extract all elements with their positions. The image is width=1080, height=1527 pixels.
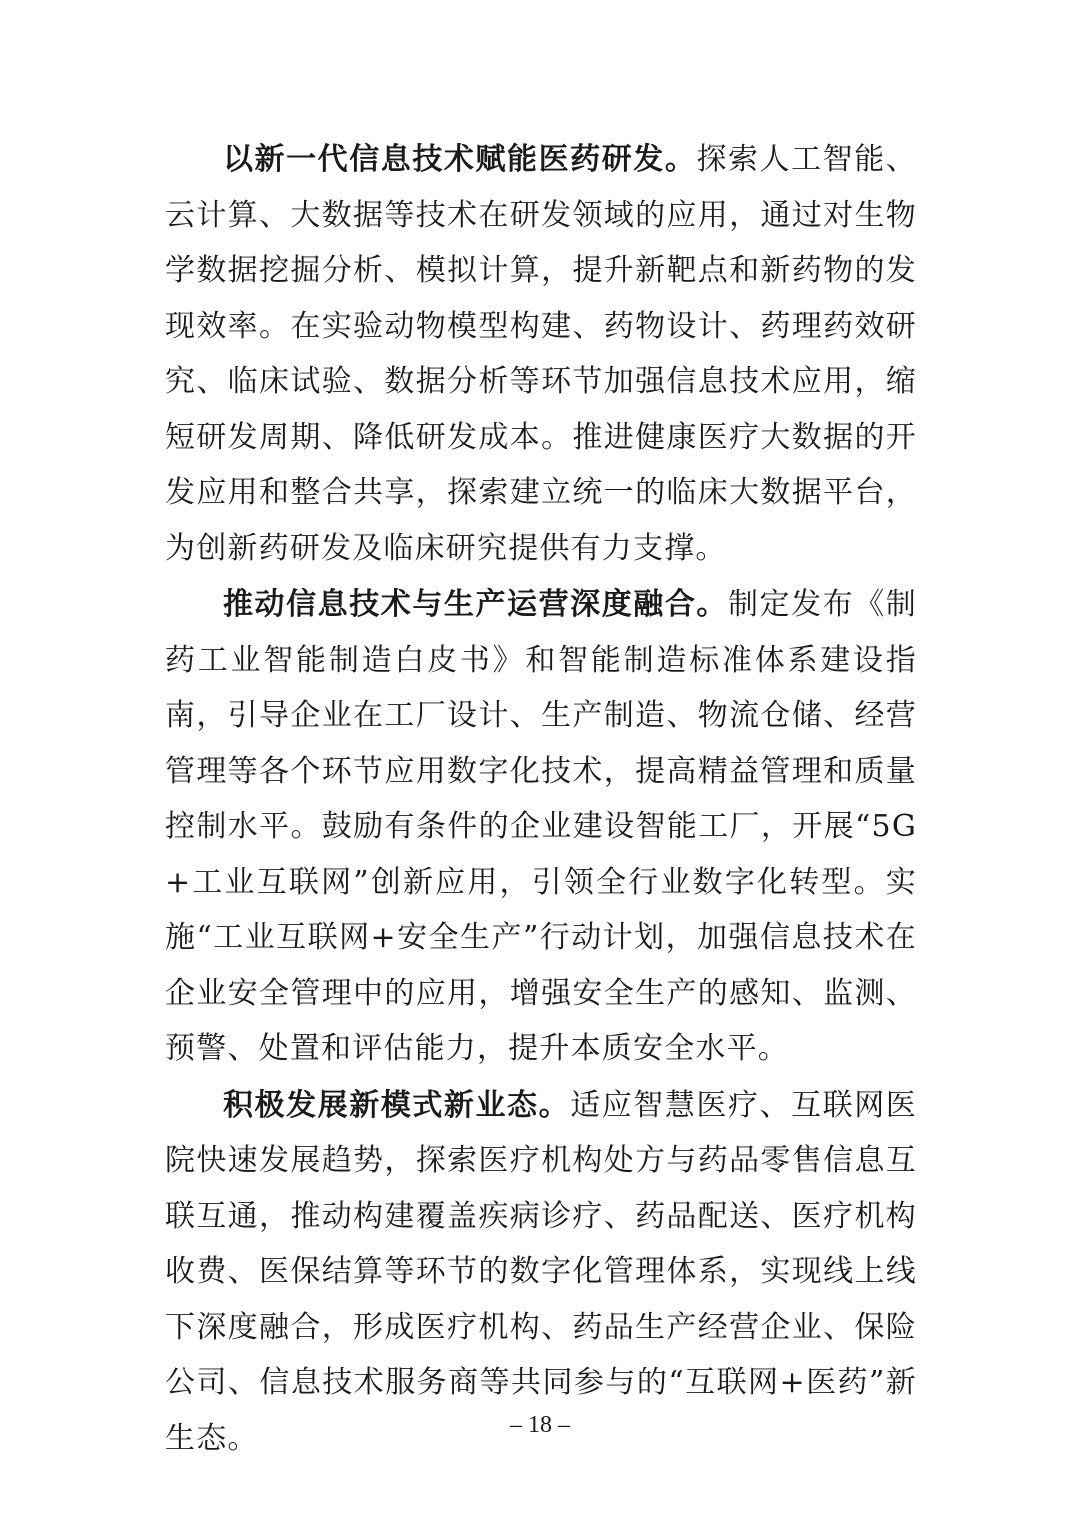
paragraph-body-text: 制定发布《制药工业智能制造白皮书》和智能制造标准体系建设指南，引导企业在工厂设计、生产制造、物流仓储、经营管理等各个环节应用数字化技术，提高精益管理和质量控制水平。鼓励有条件的企业建设智能工厂，开展“5G+工业互联网”创新应用，引领全行业数字化转型。实施“工业互联网+安全生产”行动计划，加强信息技术在企业安全管理中的应用，增强安全生产的感知、监测、预警、处置和评估能力，提升本质安全水平。 bbox=[165, 587, 918, 1066]
paragraph-body-text: 探索人工智能、云计算、大数据等技术在研发领域的应用，通过对生物学数据挖掘分析、模拟计算，提升新靶点和新药物的发现效率。在实验动物模型构建、药物设计、药理药效研究、临床试验、数据分析等环节加强信息技术应用，缩短研发周期、降低研发成本。推进健康医疗大数据的开发应用和整合共享，探索建立统一的临床大数据平台，为创新药研发及临床研究提供有力支撑。 bbox=[165, 142, 918, 566]
document-body bbox=[165, 132, 917, 1466]
paragraph-production-integration bbox=[165, 577, 917, 1077]
paragraph-new-business-models bbox=[165, 1078, 917, 1467]
paragraph-body-text: 适应智慧医疗、互联网医院快速发展趋势，探索医疗机构处方与药品零售信息互联互通，推动构建覆盖疾病诊疗、药品配送、医疗机构收费、医保结算等环节的数字化管理体系，实现线上线下深度融合，形成医疗机构、药品生产经营企业、保险公司、信息技术服务商等共同参与的“互联网+医药”新生态。 bbox=[165, 1087, 918, 1456]
paragraph-lead-heading: 积极发展新模式新业态。 bbox=[223, 1087, 571, 1123]
paragraph-lead-heading: 推动信息技术与生产运营深度融合。 bbox=[223, 587, 728, 622]
paragraph-lead-heading: 以新一代信息技术赋能医药研发。 bbox=[223, 142, 697, 177]
paragraph-pharma-rd bbox=[165, 132, 917, 576]
page-number: – 18 – bbox=[510, 1412, 570, 1438]
